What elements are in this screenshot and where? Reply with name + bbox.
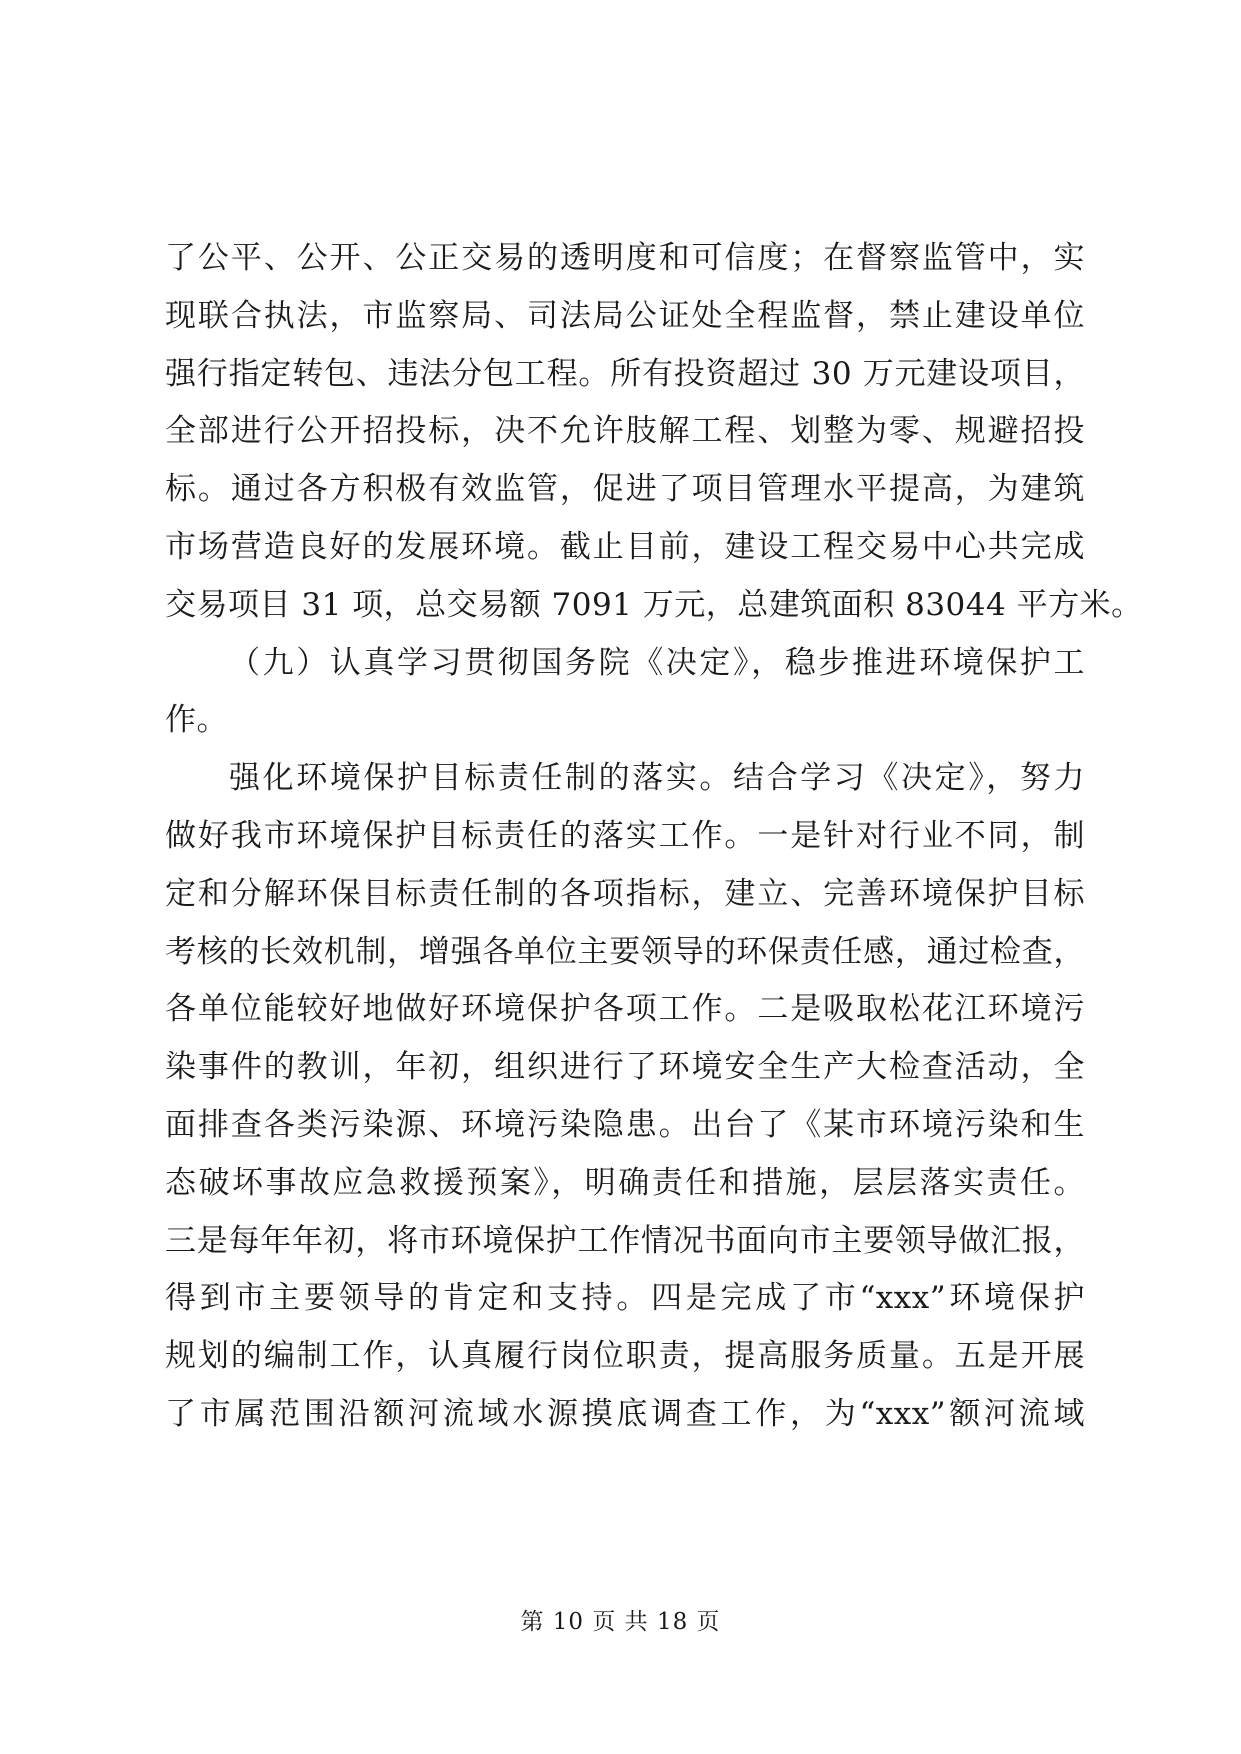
text-line: 标。通过各方积极有效监管，促进了项目管理水平提高，为建筑: [165, 471, 1085, 508]
text-line: 考核的长效机制，增强各单位主要领导的环保责任感，通过检查，: [165, 933, 1085, 970]
text-line: 三是每年年初，将市环境保护工作情况书面向市主要领导做汇报，: [165, 1222, 1085, 1259]
text-line: 面排查各类污染源、环境污染隐患。出台了《某市环境污染和生: [165, 1106, 1085, 1143]
text-line: 现联合执法，市监察局、司法局公证处全程监督，禁止建设单位: [165, 297, 1085, 334]
text-line: 强行指定转包、违法分包工程。所有投资超过 30 万元建设项目，: [165, 355, 1085, 392]
document-body: [165, 230, 1143, 1444]
text-line: 了市属范围沿额河流域水源摸底调查工作，为“xxx”额河流域: [165, 1395, 1085, 1432]
section-heading-line: 作。: [165, 702, 228, 739]
text-line: 各单位能较好地做好环境保护各项工作。二是吸取松花江环境污: [165, 991, 1085, 1028]
text-line: 规划的编制工作，认真履行岗位职责，提高服务质量。五是开展: [165, 1338, 1085, 1375]
text-line: 染事件的教训，年初，组织进行了环境安全生产大检查活动，全: [165, 1049, 1085, 1086]
text-line: 强化环境保护目标责任制的落实。结合学习《决定》，努力: [229, 760, 1085, 797]
text-line: 市场营造良好的发展环境。截止目前，建设工程交易中心共完成: [165, 528, 1085, 565]
section-heading-line: （九）认真学习贯彻国务院《决定》，稳步推进环境保护工: [229, 644, 1085, 681]
text-line: 态破坏事故应急救援预案》，明确责任和措施，层层落实责任。: [165, 1164, 1085, 1201]
text-line: 全部进行公开招投标，决不允许肢解工程、划整为零、规避招投: [165, 413, 1085, 450]
text-line: 交易项目 31 项，总交易额 7091 万元，总建筑面积 83044 平方米。: [165, 586, 1143, 623]
text-line: 了公平、公开、公正交易的透明度和可信度；在督察监管中，实: [165, 240, 1085, 276]
text-line: 定和分解环保目标责任制的各项指标，建立、完善环境保护目标: [165, 875, 1085, 912]
page-number-footer: 第 10 页 共 18 页: [520, 1609, 721, 1635]
text-line: 做好我市环境保护目标责任的落实工作。一是针对行业不同，制: [165, 817, 1085, 854]
text-line: 得到市主要领导的肯定和支持。四是完成了市“xxx”环境保护: [165, 1280, 1085, 1317]
